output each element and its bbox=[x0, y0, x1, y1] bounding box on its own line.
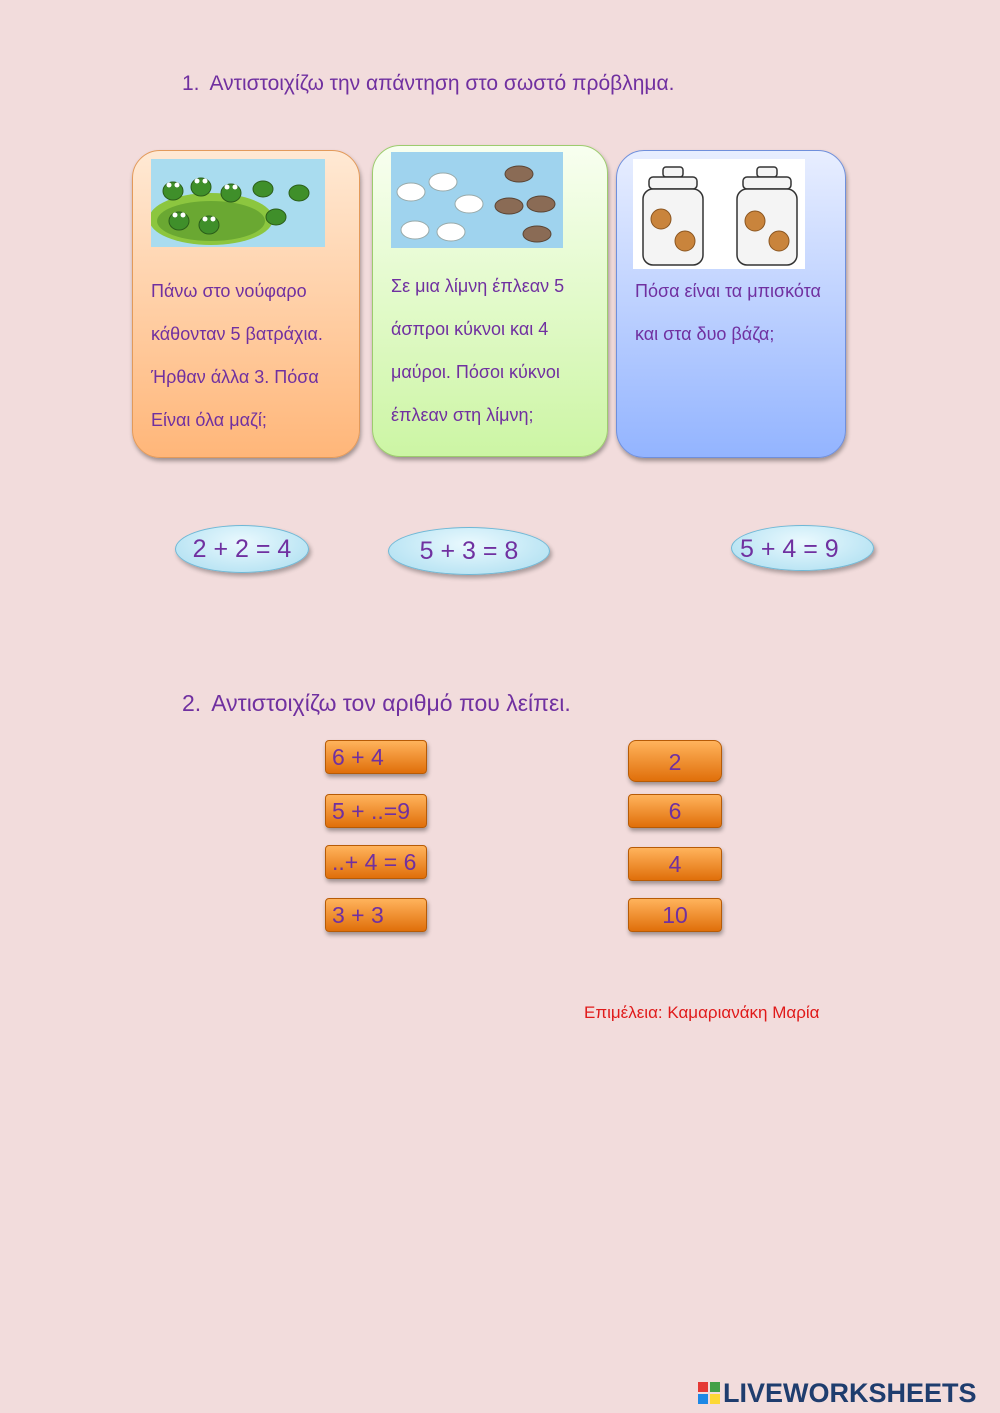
cookie-jars-illustration bbox=[633, 159, 805, 269]
brand-name: LIVEWORKSHEETS bbox=[723, 1377, 977, 1408]
problem-text-cookies bbox=[635, 270, 865, 356]
exercise-1-text: Αντιστοιχίζω την απάντηση στο σωστό πρόβλημα. bbox=[209, 72, 675, 95]
answer-oval[interactable]: 2 + 2 = 4 bbox=[175, 525, 309, 573]
left-equation-tile[interactable]: 3 + 3 bbox=[325, 898, 427, 932]
text-line: Πάνω στο νούφαρο bbox=[151, 281, 307, 301]
text-line: Είναι όλα μαζί; bbox=[151, 410, 267, 430]
text-line: Σε μια λίμνη έπλεαν 5 bbox=[391, 276, 565, 296]
text-line: και στα δυο βάζα; bbox=[635, 324, 775, 344]
text-line: άσπροι κύκνοι και 4 bbox=[391, 319, 549, 339]
exercise-2-number: 2. bbox=[182, 690, 202, 716]
left-equation-tile[interactable]: ..+ 4 = 6 bbox=[325, 845, 427, 879]
left-equation-tile[interactable]: 5 + ..=9 bbox=[325, 794, 427, 828]
answer-oval[interactable]: 5 + 3 = 8 bbox=[388, 527, 550, 575]
right-number-tile[interactable]: 4 bbox=[628, 847, 722, 881]
problem-card-cookies[interactable] bbox=[616, 150, 846, 458]
text-line: Πόσα είναι τα μπισκότα bbox=[635, 281, 821, 301]
liveworksheets-logo-icon bbox=[698, 1382, 720, 1404]
swans-illustration bbox=[391, 152, 563, 248]
exercise-1-number: 1. bbox=[182, 72, 200, 95]
problem-text-frogs bbox=[151, 270, 381, 442]
exercise-2-instruction bbox=[182, 690, 571, 717]
text-line: Ήρθαν άλλα 3. Πόσα bbox=[151, 367, 319, 387]
frogs-illustration bbox=[151, 159, 325, 247]
author-credit: Επιμέλεια: Καμαριανάκη Μαρία bbox=[584, 1003, 820, 1022]
text-line: μαύροι. Πόσοι κύκνοι bbox=[391, 362, 560, 382]
exercise-2-text: Αντιστοιχίζω τον αριθμό που λείπει. bbox=[211, 690, 571, 716]
left-equation-tile[interactable]: 6 + 4 bbox=[325, 740, 427, 774]
right-number-tile[interactable]: 6 bbox=[628, 794, 722, 828]
text-line: κάθονταν 5 βατράχια. bbox=[151, 324, 323, 344]
right-number-tile[interactable]: 10 bbox=[628, 898, 722, 932]
problem-card-swans[interactable] bbox=[372, 145, 608, 457]
exercise-1-instruction bbox=[182, 72, 674, 96]
problem-card-frogs[interactable] bbox=[132, 150, 360, 458]
problem-text-swans bbox=[391, 265, 621, 437]
text-line: έπλεαν στη λίμνη; bbox=[391, 405, 534, 425]
right-number-tile[interactable]: 2 bbox=[628, 740, 722, 782]
answer-oval[interactable]: 5 + 4 = 9 bbox=[731, 525, 874, 571]
liveworksheets-brand[interactable] bbox=[698, 1377, 977, 1409]
